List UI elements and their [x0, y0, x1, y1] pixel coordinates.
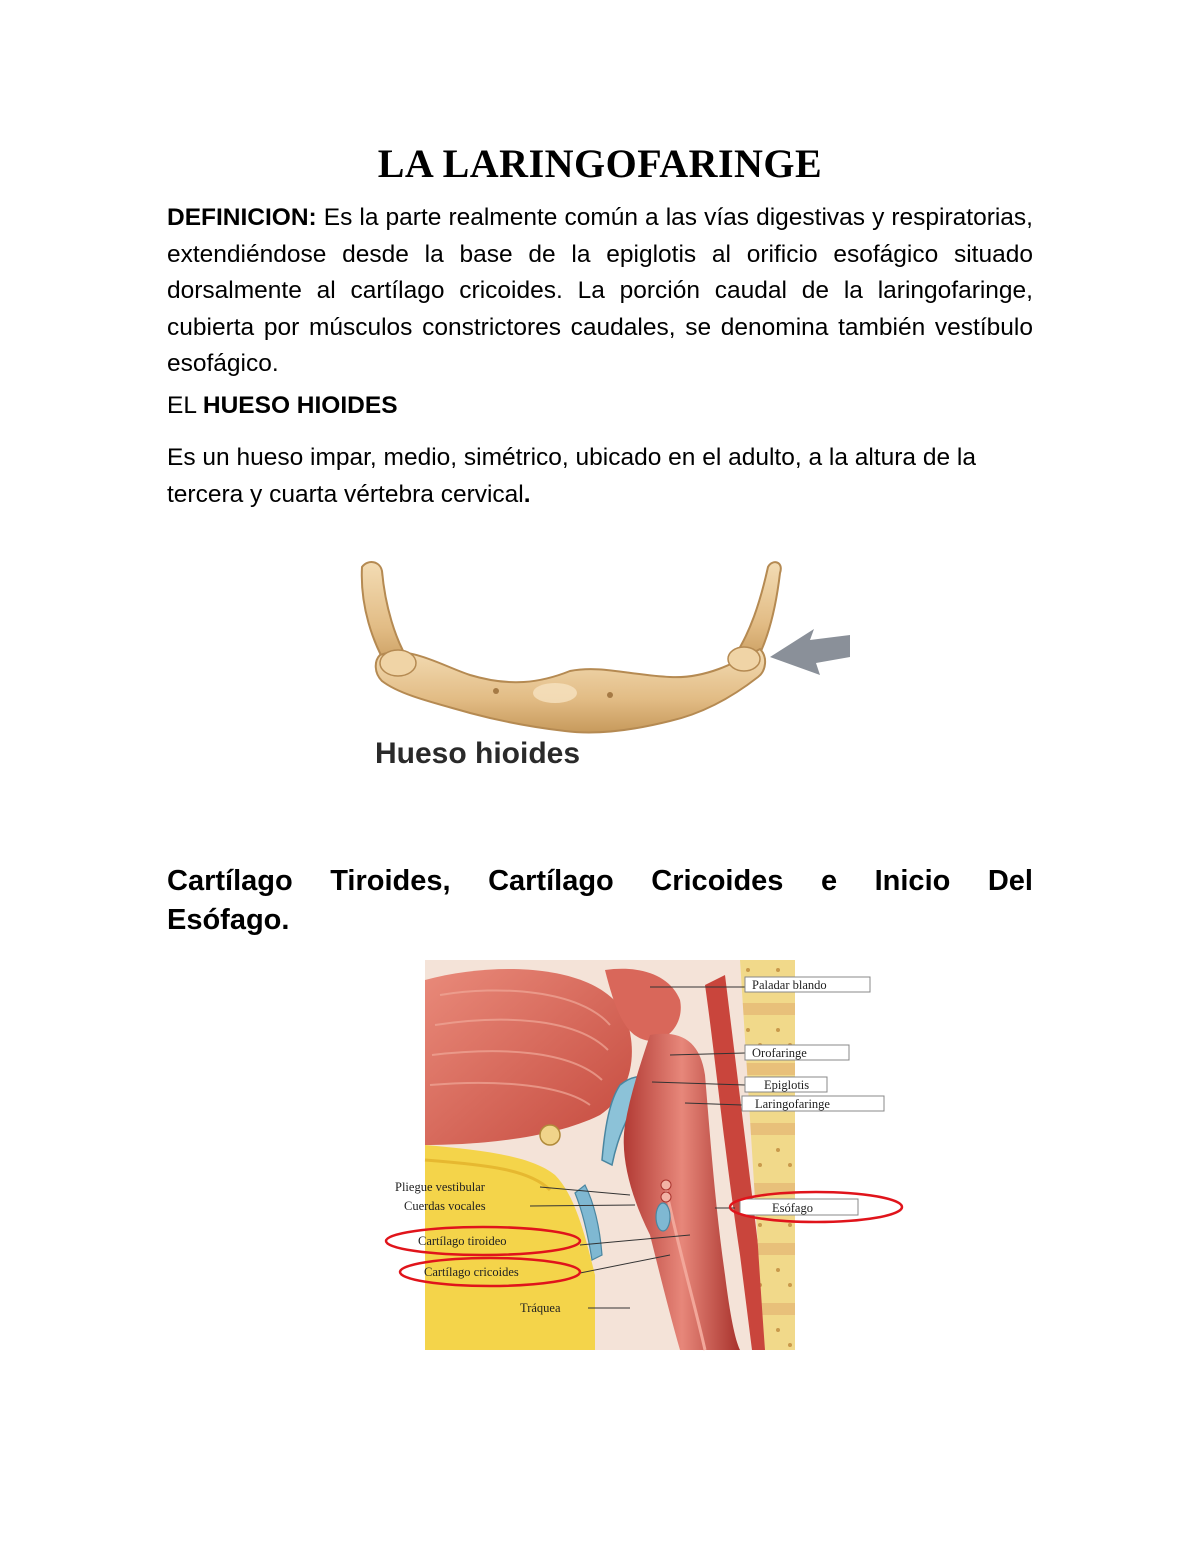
- label-pliegue: Pliegue vestibular: [395, 1180, 485, 1194]
- hueso-heading-prefix: EL: [167, 392, 203, 419]
- label-orofaringe: Orofaringe: [752, 1046, 807, 1060]
- section2-heading: [167, 862, 1033, 940]
- hyoid-bone-figure: [340, 545, 850, 795]
- definition-paragraph: [167, 200, 1033, 383]
- section2-heading-line1: Cartílago Tiroides, Cartílago Cricoides e Inicio Del: [167, 865, 1033, 897]
- hueso-heading-bold: HUESO HIOIDES: [202, 392, 398, 419]
- larynx-section-figure: [380, 955, 910, 1355]
- label-tiroideo: Cartílago tiroideo: [418, 1234, 507, 1248]
- label-esofago: Esófago: [772, 1201, 813, 1215]
- cricoid-cartilage: [656, 1203, 670, 1231]
- label-paladar: Paladar blando: [752, 978, 827, 992]
- hueso-text: Es un hueso impar, medio, simétrico, ubicado en el adulto, a la altura de la tercera y cuarta vértebra cervical: [167, 444, 976, 508]
- page-title: LA LARINGOFARINGE: [377, 141, 823, 186]
- label-cuerdas: Cuerdas vocales: [404, 1199, 486, 1213]
- label-laringofaringe: Laringofaringe: [755, 1097, 830, 1111]
- label-traquea: Tráquea: [520, 1301, 561, 1315]
- hyoid-caption: Hueso hioides: [375, 737, 581, 770]
- hueso-text-end: .: [523, 480, 531, 508]
- label-cricoides: Cartílago cricoides: [424, 1265, 519, 1279]
- section2-heading-line2: Esófago.: [167, 904, 290, 936]
- hueso-heading: [167, 388, 1033, 425]
- label-epiglotis: Epiglotis: [764, 1078, 810, 1092]
- definition-label: DEFINICION:: [167, 204, 317, 231]
- arrow-icon: [770, 629, 850, 675]
- definition-text: Es la parte realmente común a las vías digestivas y respiratorias, extendiéndose desde la base de la epiglotis al orificio esofágico situado dorsalmente al cartílago cricoides. La porción caudal de la laringofaringe, cubierta por músculos constrictores caudales, se denomina también vestíbulo esofágico.: [167, 204, 1033, 377]
- hueso-paragraph: [167, 440, 1033, 513]
